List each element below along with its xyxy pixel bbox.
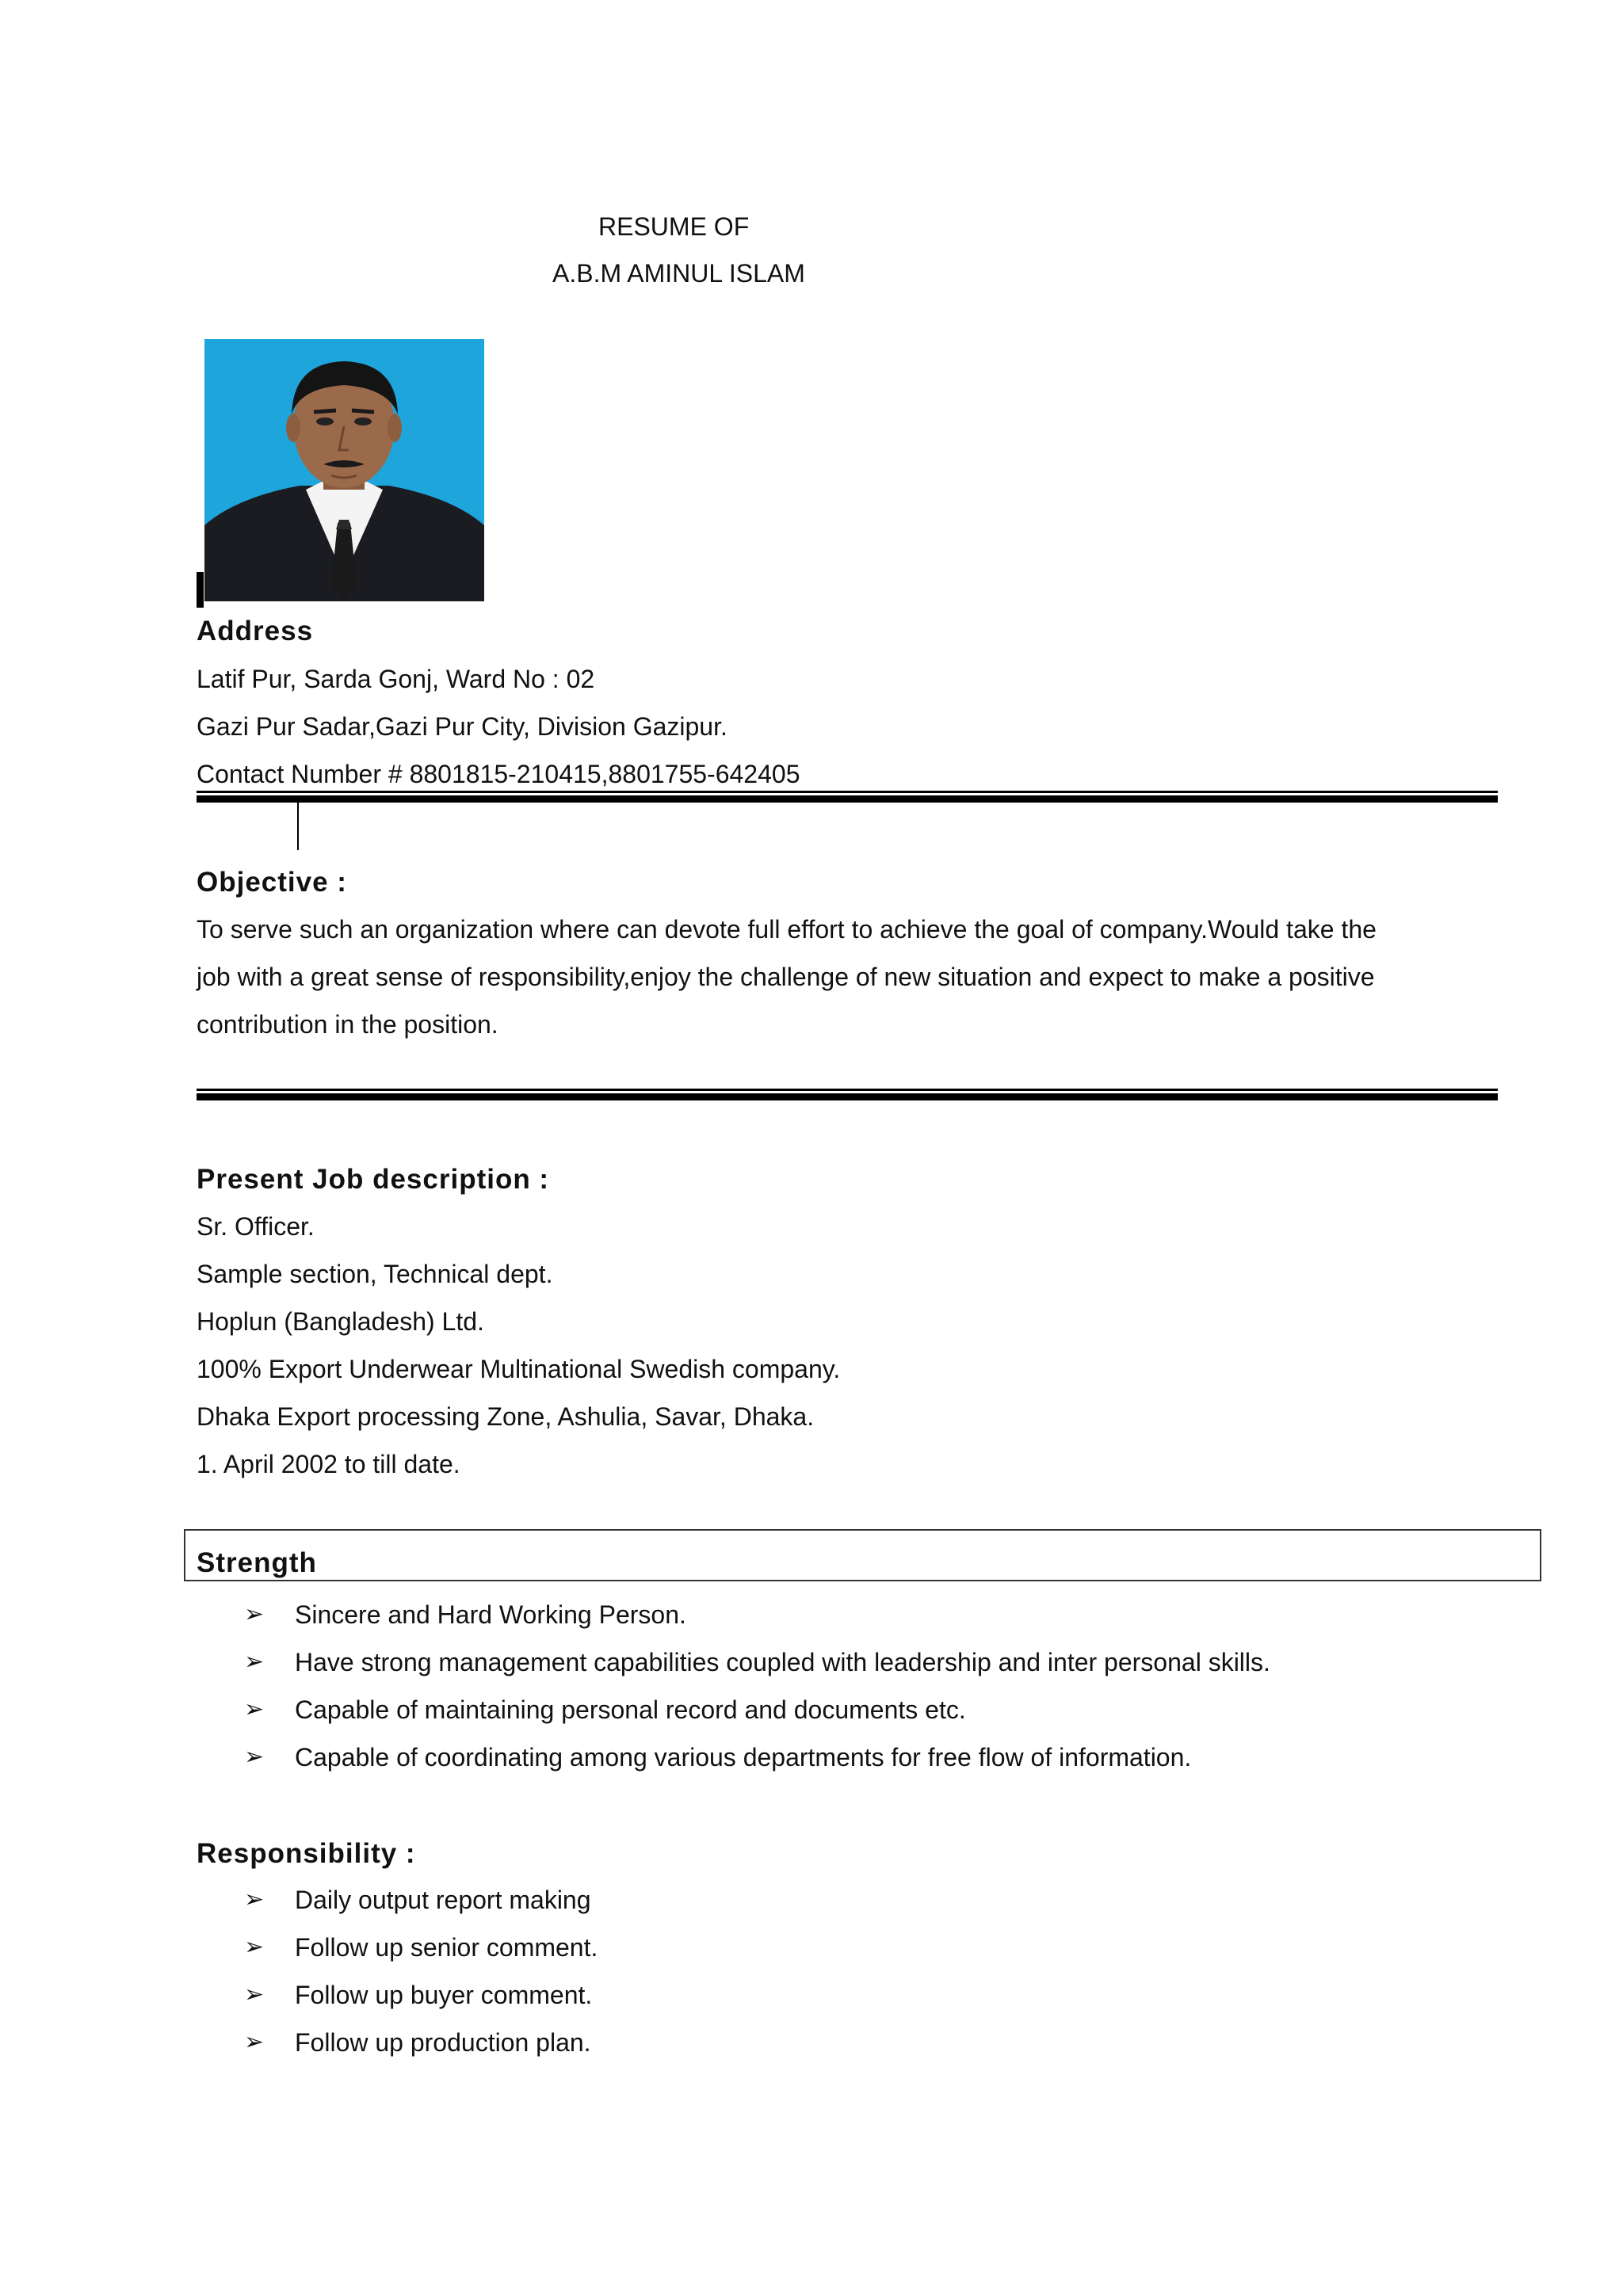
responsibility-item: Daily output report making xyxy=(295,1886,591,1914)
strength-heading: Strength xyxy=(197,1547,317,1578)
strength-item: Capable of maintaining personal record and documents etc. xyxy=(295,1695,966,1724)
strength-item: Capable of coordinating among various departments for free flow of information. xyxy=(295,1743,1192,1772)
strength-item: Have strong management capabilities coupled with leadership and inter personal skills. xyxy=(295,1648,1270,1676)
objective-line: job with a great sense of responsibility,enjoy the challenge of new situation and expect to make a positive xyxy=(197,963,1375,991)
arrow-bullet-icon: ➢ xyxy=(244,1743,265,1771)
arrow-bullet-icon: ➢ xyxy=(244,1933,265,1961)
divider xyxy=(197,795,1498,803)
job-detail-line: 100% Export Underwear Multinational Swedish company. xyxy=(197,1355,841,1383)
objective-line: To serve such an organization where can devote full effort to achieve the goal of company.Would take the xyxy=(197,915,1377,944)
arrow-bullet-icon: ➢ xyxy=(244,1981,265,2008)
divider xyxy=(197,791,1498,793)
contact-number: Contact Number # 8801815-210415,8801755-642405 xyxy=(197,760,800,788)
job-detail-line: Sample section, Technical dept. xyxy=(197,1260,553,1288)
portrait-photo xyxy=(204,339,484,601)
divider xyxy=(197,1093,1498,1100)
objective-line: contribution in the position. xyxy=(197,1010,498,1039)
address-heading: Address xyxy=(197,616,314,646)
arrow-bullet-icon: ➢ xyxy=(244,1600,265,1628)
strength-item: Sincere and Hard Working Person. xyxy=(295,1600,686,1629)
responsibility-heading: Responsibility : xyxy=(197,1838,416,1869)
arrow-bullet-icon: ➢ xyxy=(244,2028,265,2056)
strength-heading-box xyxy=(184,1529,1541,1581)
objective-heading: Objective : xyxy=(197,867,347,898)
job-detail-line: 1. April 2002 to till date. xyxy=(197,1450,460,1478)
job-detail-line: Dhaka Export processing Zone, Ashulia, Savar, Dhaka. xyxy=(197,1402,815,1431)
arrow-bullet-icon: ➢ xyxy=(244,1695,265,1723)
arrow-bullet-icon: ➢ xyxy=(244,1886,265,1913)
divider-tick xyxy=(297,803,299,850)
responsibility-item: Follow up buyer comment. xyxy=(295,1981,593,2009)
job-detail-line: Sr. Officer. xyxy=(197,1212,315,1241)
responsibility-item: Follow up senior comment. xyxy=(295,1933,598,1962)
candidate-name: A.B.M AMINUL ISLAM xyxy=(552,259,805,288)
responsibility-item: Follow up production plan. xyxy=(295,2028,591,2057)
arrow-bullet-icon: ➢ xyxy=(244,1648,265,1676)
present-job-heading: Present Job description : xyxy=(197,1164,550,1195)
resume-title: RESUME OF xyxy=(598,212,750,241)
address-line: Gazi Pur Sadar,Gazi Pur City, Division Gazipur. xyxy=(197,712,727,741)
section-marker xyxy=(197,572,204,608)
divider xyxy=(197,1089,1498,1091)
address-line: Latif Pur, Sarda Gonj, Ward No : 02 xyxy=(197,665,595,693)
job-detail-line: Hoplun (Bangladesh) Ltd. xyxy=(197,1307,484,1336)
